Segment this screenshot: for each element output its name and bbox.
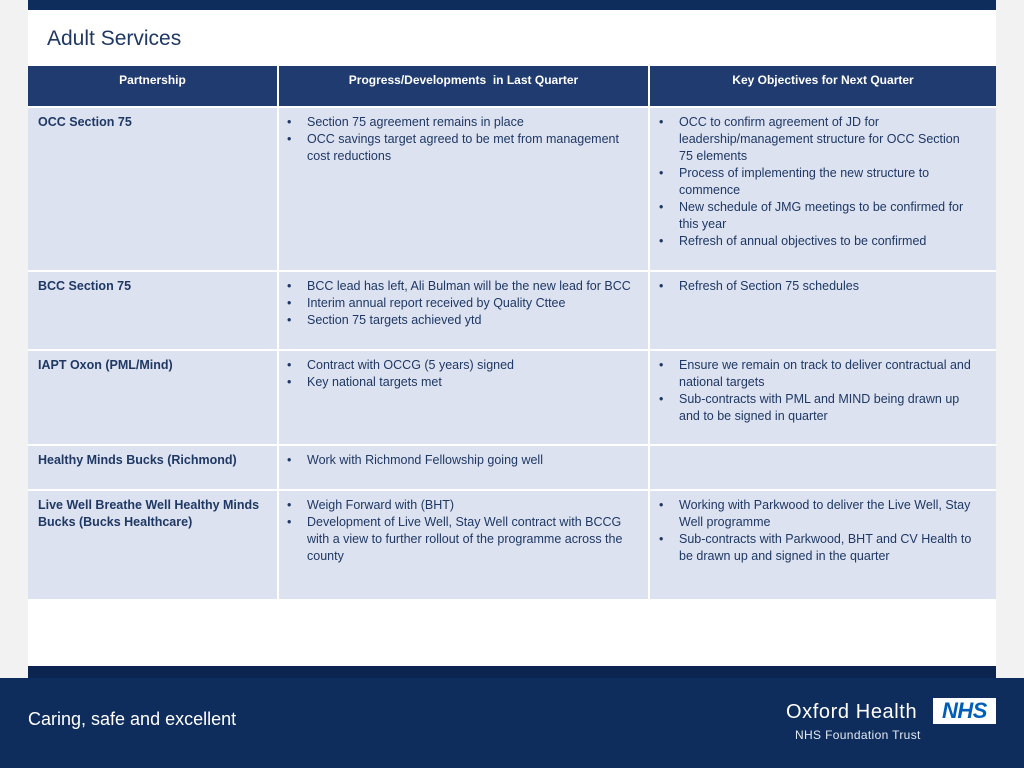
objective-bullet: • OCC to confirm agreement of JD for leadership/management structure for OCC Section 75 elements xyxy=(659,114,973,165)
partnership-cell: IAPT Oxon (PML/Mind) xyxy=(28,351,277,444)
header-progress: Progress/Developments in Last Quarter xyxy=(279,66,648,106)
org-name: Oxford Health xyxy=(786,701,918,723)
table-row xyxy=(28,446,996,489)
table-row xyxy=(28,491,996,599)
objectives-cell xyxy=(650,351,996,444)
progress-cell xyxy=(279,351,648,444)
objective-bullet: • New schedule of JMG meetings to be confirmed for this year xyxy=(659,199,973,233)
objectives-cell xyxy=(650,272,996,349)
objective-bullet: • Refresh of annual objectives to be confirmed xyxy=(659,233,973,250)
progress-bullet: • Section 75 targets achieved ytd xyxy=(287,312,635,329)
footer-top-band xyxy=(28,666,996,678)
partnership-cell: Live Well Breathe Well Healthy Minds Bucks (Bucks Healthcare) xyxy=(28,491,277,599)
nhs-logo: NHS xyxy=(933,698,996,724)
slide-title: Adult Services xyxy=(47,27,182,50)
footer xyxy=(0,678,1024,768)
partnership-cell: Healthy Minds Bucks (Richmond) xyxy=(28,446,277,489)
table-row xyxy=(28,351,996,444)
objectives-cell xyxy=(650,108,996,270)
progress-list xyxy=(287,278,635,329)
partnerships-table xyxy=(28,66,996,601)
partnership-cell: BCC Section 75 xyxy=(28,272,277,349)
partnership-cell: OCC Section 75 xyxy=(28,108,277,270)
progress-bullet: • BCC lead has left, Ali Bulman will be the new lead for BCC xyxy=(287,278,635,295)
objectives-list xyxy=(659,357,973,425)
header-objectives: Key Objectives for Next Quarter xyxy=(650,66,996,106)
progress-list xyxy=(287,114,635,165)
objective-bullet: • Refresh of Section 75 schedules xyxy=(659,278,973,295)
org-subtitle: NHS Foundation Trust xyxy=(795,728,921,742)
progress-bullet: • Contract with OCCG (5 years) signed xyxy=(287,357,635,374)
table-row xyxy=(28,272,996,349)
progress-bullet: • Section 75 agreement remains in place xyxy=(287,114,635,131)
table-row xyxy=(28,108,996,270)
objective-bullet: • Ensure we remain on track to deliver contractual and national targets xyxy=(659,357,973,391)
objective-bullet: • Sub-contracts with PML and MIND being drawn up and to be signed in quarter xyxy=(659,391,973,425)
objectives-list xyxy=(659,278,973,295)
progress-bullet: • Work with Richmond Fellowship going well xyxy=(287,452,635,469)
progress-bullet: • Interim annual report received by Quality Cttee xyxy=(287,295,635,312)
progress-cell xyxy=(279,491,648,599)
objectives-list xyxy=(659,497,973,565)
header-partnership: Partnership xyxy=(28,66,277,106)
progress-list xyxy=(287,357,635,391)
progress-cell xyxy=(279,272,648,349)
objective-bullet: • Process of implementing the new structure to commence xyxy=(659,165,973,199)
progress-list xyxy=(287,452,635,469)
objectives-list xyxy=(659,114,973,250)
progress-bullet: • Weigh Forward with (BHT) xyxy=(287,497,635,514)
progress-bullet: • OCC savings target agreed to be met from management cost reductions xyxy=(287,131,635,165)
top-accent-strip xyxy=(28,0,996,10)
objectives-cell xyxy=(650,446,996,489)
progress-list xyxy=(287,497,635,565)
objective-bullet: • Working with Parkwood to deliver the Live Well, Stay Well programme xyxy=(659,497,973,531)
progress-cell xyxy=(279,446,648,489)
progress-cell xyxy=(279,108,648,270)
progress-bullet: • Development of Live Well, Stay Well contract with BCCG with a view to further rollout of the programme across the county xyxy=(287,514,635,565)
progress-bullet: • Key national targets met xyxy=(287,374,635,391)
objective-bullet: • Sub-contracts with Parkwood, BHT and CV Health to be drawn up and signed in the quarter xyxy=(659,531,973,565)
table-header-row xyxy=(28,66,996,106)
objectives-cell xyxy=(650,491,996,599)
footer-tagline: Caring, safe and excellent xyxy=(28,709,237,729)
